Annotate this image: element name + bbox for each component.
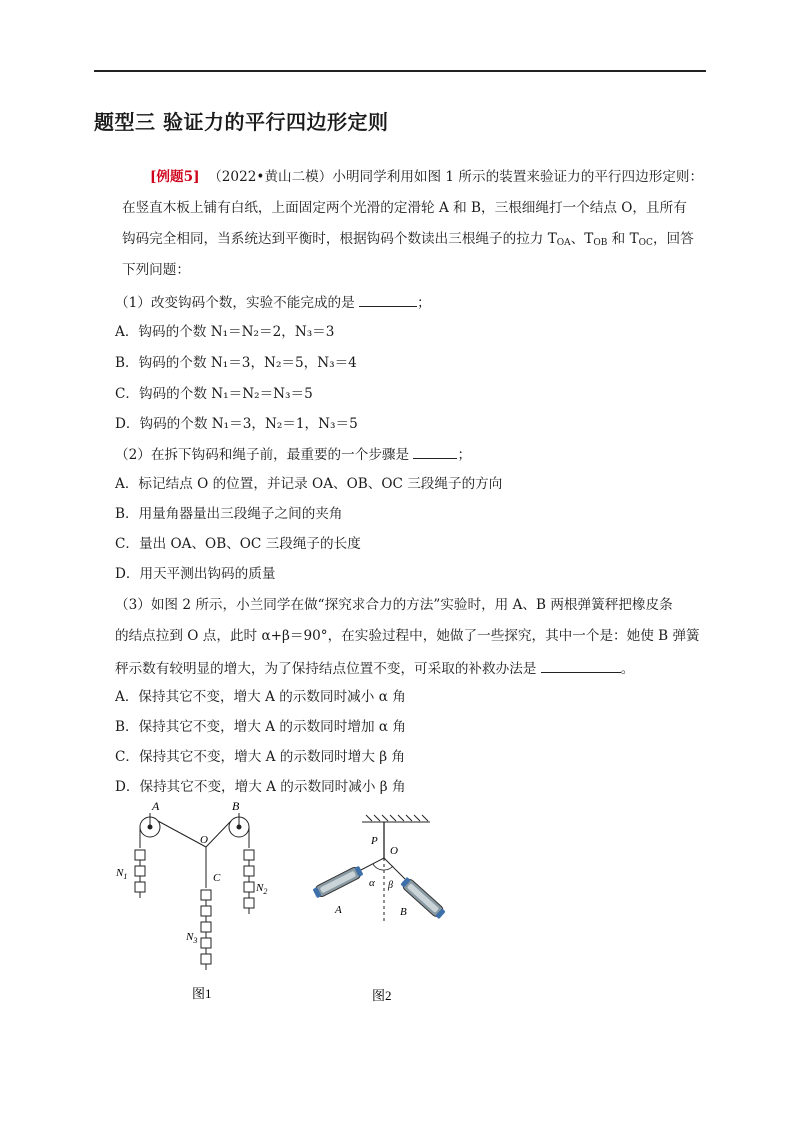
- fig1-n2-letter: N: [256, 882, 264, 894]
- fig1-n1-letter: N: [116, 867, 124, 879]
- q1-option-d: D．钩码的个数 N₁＝3，N₂＝1，N₃＝5: [115, 416, 358, 432]
- example-intro-line-1: [150, 168, 703, 186]
- q3-option-b: B．保持其它不变，增大 A 的示数同时增加 α 角: [115, 719, 406, 735]
- figure-1: [100, 800, 290, 1005]
- beta-arc: [384, 866, 393, 870]
- fig2-label-b: B: [400, 906, 407, 918]
- fig1-label-c: C: [213, 872, 221, 884]
- spring-scale-a: [312, 865, 364, 899]
- q3-option-c: C．保持其它不变，增大 A 的示数同时增大 β 角: [115, 749, 406, 765]
- q3-stem-end: 秤示数有较明显的增大，为了保持结点位置不变，可采取的补救办法是: [115, 661, 537, 677]
- q2-option-b: B．用量角器量出三段绳子之间的夹角: [115, 506, 343, 522]
- example-intro-line-3: [122, 230, 694, 248]
- fig1-label-n3: [185, 931, 197, 945]
- example-intro-line-4: 下列问题：: [122, 262, 190, 278]
- fig1-n3-letter: N: [186, 931, 194, 943]
- fig1-label-n2: [255, 882, 267, 896]
- fig2-label-alpha: α: [369, 877, 375, 889]
- sep-1: 、T: [570, 231, 594, 247]
- q2-answer-blank[interactable]: [413, 444, 457, 459]
- q3-option-d: D．保持其它不变，增大 A 的示数同时减小 β 角: [115, 779, 406, 795]
- example-intro-1: 小明同学利用如图 1 所示的装置来验证力的平行四边形定则：: [332, 169, 704, 185]
- fig2-label-beta: β: [388, 880, 393, 891]
- figure-2: [300, 810, 470, 1010]
- q3-option-a: A．保持其它不变，增大 A 的示数同时减小 α 角: [115, 689, 406, 705]
- fig2-label-a: A: [335, 904, 342, 916]
- q2-end: ；: [457, 447, 472, 463]
- q3-end: 。: [620, 661, 635, 677]
- fig1-n1-sub: 1: [123, 872, 128, 881]
- sep-2: 和 T: [607, 231, 639, 247]
- example-intro-line-2: 在竖直木板上铺有白纸，上面固定两个光滑的定滑轮 A 和 B，三根细绳打一个结点 O，且所有: [122, 200, 687, 216]
- q1-option-b: B．钩码的个数 N₁＝3，N₂＝5，N₃＝4: [115, 355, 357, 371]
- q2-stem-line: [115, 444, 471, 464]
- subscript-oa: OA: [556, 238, 571, 248]
- subscript-oc: OC: [638, 238, 653, 248]
- fig1-label-o: O: [200, 834, 208, 846]
- q1-answer-blank[interactable]: [359, 292, 417, 307]
- fig1-n3-sub: 3: [193, 936, 198, 945]
- fig1-n2-sub: 2: [263, 887, 268, 896]
- fig2-label-o: O: [390, 845, 398, 857]
- q2-option-c: C．量出 OA、OB、OC 三段绳子的长度: [115, 536, 361, 552]
- example-intro-3b: ，回答: [652, 231, 694, 247]
- fig1-label-a: A: [152, 800, 160, 813]
- string-oa: [158, 821, 206, 847]
- example-intro-3a: 钩码完全相同，当系统达到平衡时，根据钩码个数读出三根绳子的拉力 T: [122, 231, 557, 247]
- fig2-label-p: P: [371, 835, 378, 847]
- figure-2-svg: [300, 810, 470, 1010]
- q1-stem: （1）改变钩码个数，实验不能完成的是: [115, 295, 355, 311]
- q2-option-d: D．用天平测出钩码的质量: [115, 566, 276, 582]
- figure-1-svg: [100, 800, 290, 1005]
- q3-line-1: （3）如图 2 所示，小兰同学在做“探究求合力的方法”实验时，用 A、B 两根弹簧秤把橡皮条: [115, 597, 673, 613]
- q3-answer-blank[interactable]: [541, 658, 621, 673]
- weights-n1: [135, 850, 145, 898]
- q1-option-a: A．钩码的个数 N₁＝N₂＝2，N₃＝3: [115, 324, 335, 340]
- subscript-ob: OB: [593, 238, 608, 248]
- q2-stem: （2）在拆下钩码和绳子前，最重要的一个步骤是: [115, 447, 410, 463]
- q1-end: ；: [417, 295, 431, 311]
- fig1-label-n1: [115, 867, 127, 881]
- top-rule: [94, 70, 706, 72]
- string-ob: [206, 821, 231, 847]
- weights-n3: [201, 890, 211, 970]
- alpha-arc: [373, 864, 384, 870]
- q1-stem-line: [115, 292, 431, 312]
- q1-option-c: C．钩码的个数 N₁＝N₂＝N₃＝5: [115, 386, 313, 402]
- fig1-label-b: B: [232, 800, 240, 813]
- section-title: 题型三 验证力的平行四边形定则: [94, 110, 389, 134]
- q3-line-2: 的结点拉到 O 点，此时 α+β＝90°，在实验过程中，她做了一些探究，其中一个是：她使 B 弹簧: [115, 628, 700, 644]
- weights-n2: [244, 850, 254, 914]
- example-source: （2022•黄山二模）: [208, 169, 333, 185]
- q2-option-a: A．标记结点 O 的位置，并记录 OA、OB、OC 三段绳子的方向: [115, 476, 503, 492]
- fig2-caption: 图2: [372, 988, 392, 1003]
- example-tag: [例题5]: [150, 169, 200, 185]
- q3-line-3: [115, 658, 634, 678]
- fig1-caption: 图1: [192, 986, 212, 1001]
